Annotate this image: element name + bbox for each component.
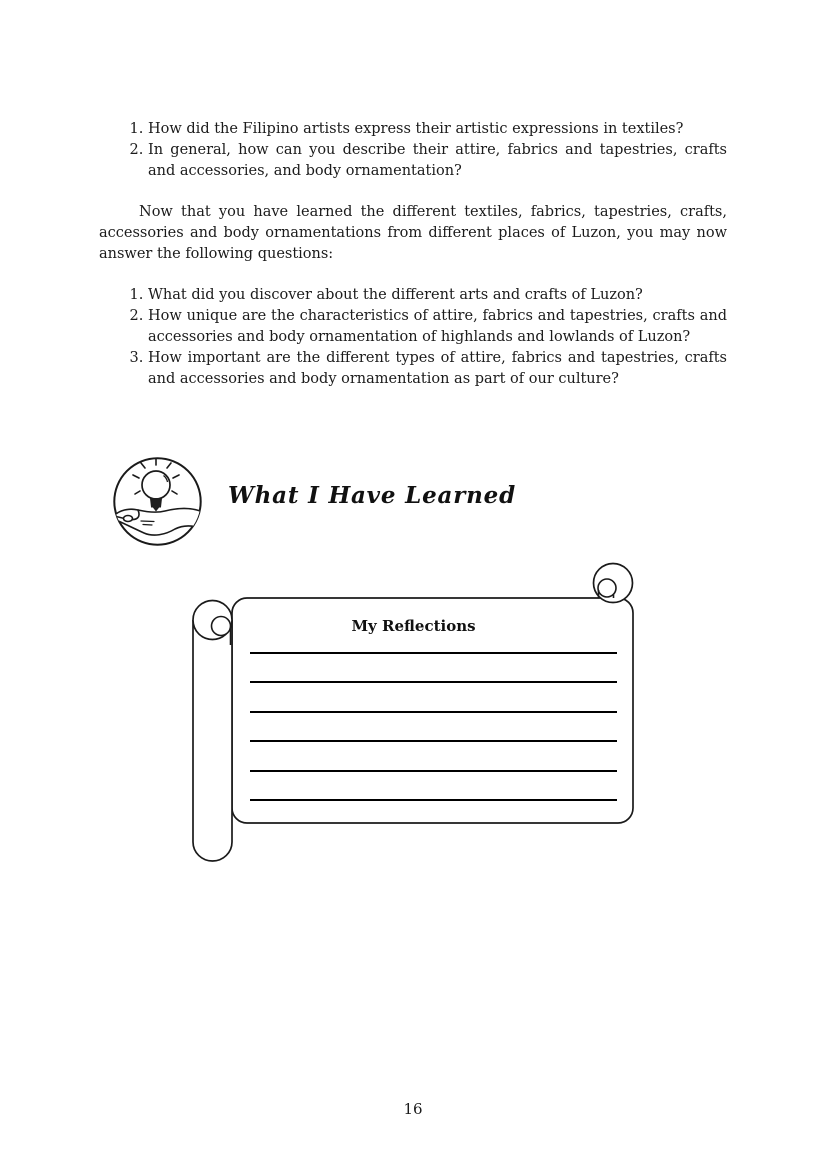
transition-paragraph: Now that you have learned the different textiles, fabrics, tapestries, crafts, accessories and body ornamentations from different places of Luzon, you may now answer the following questions:	[99, 204, 727, 262]
review-questions-list	[99, 285, 727, 390]
writing-line	[250, 652, 617, 654]
question-item: 1. What did you discover about the different arts and crafts of Luzon?	[148, 285, 727, 306]
reflections-scroll	[180, 548, 660, 868]
question-item: 2. How unique are the characteristics of attire, fabrics and tapestries, crafts and accessories and body ornamentation of highlands and lowlands of Luzon?	[148, 306, 727, 348]
reflection-writing-lines	[180, 548, 660, 868]
writing-line	[250, 711, 617, 713]
writing-line	[250, 740, 617, 742]
page-number: 16	[403, 1100, 423, 1118]
writing-line	[250, 681, 617, 683]
question-item: 2. In general, how can you describe their attire, fabrics and tapestries, crafts and accessories, and body ornamentation?	[148, 140, 727, 182]
question-item: 1. How did the Filipino artists express their artistic expressions in textiles?	[148, 119, 727, 140]
intro-questions-list	[99, 119, 727, 182]
writing-line	[250, 770, 617, 772]
section-title-what-i-have-learned: What I Have Learned	[228, 482, 516, 509]
reflections-title: My Reflections	[351, 617, 476, 635]
writing-line	[250, 799, 617, 801]
lightbulb-in-hand-icon	[111, 455, 204, 548]
question-item: 3. How important are the different types of attire, fabrics and tapestries, crafts and accessories and body ornamentation as part of our culture?	[148, 348, 727, 390]
